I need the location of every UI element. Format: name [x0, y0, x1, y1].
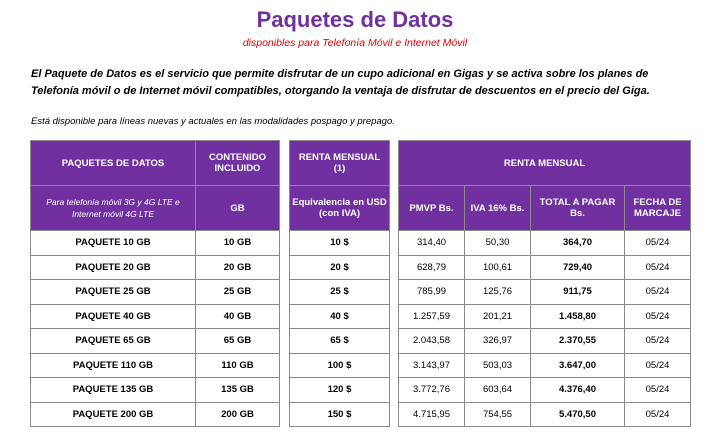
content-gb-cell: 200 GB: [196, 402, 280, 427]
header-contenido: CONTENIDO INCLUIDO: [196, 141, 280, 186]
usd-price-cell: 65 $: [290, 329, 390, 354]
pmvp-cell: 3.143,97: [399, 353, 465, 378]
iva-cell: 503,03: [465, 353, 531, 378]
table-row: [31, 402, 280, 427]
pmvp-cell: 628,79: [399, 255, 465, 280]
fecha-cell: 05/24: [625, 378, 691, 403]
fecha-cell: 05/24: [625, 402, 691, 427]
packages-table: [30, 140, 280, 427]
header-renta-mensual: RENTA MENSUAL: [399, 141, 691, 186]
pmvp-cell: 1.257,59: [399, 304, 465, 329]
total-cell: 5.470,50: [531, 402, 625, 427]
table-row: [31, 353, 280, 378]
content-gb-cell: 65 GB: [196, 329, 280, 354]
fecha-cell: 05/24: [625, 304, 691, 329]
pmvp-cell: 785,99: [399, 280, 465, 305]
content-gb-cell: 10 GB: [196, 231, 280, 256]
fecha-cell: 05/24: [625, 329, 691, 354]
table-row: [290, 402, 390, 427]
pmvp-cell: 2.043,58: [399, 329, 465, 354]
total-cell: 364,70: [531, 231, 625, 256]
header-fecha: FECHA DE MARCAJE: [625, 186, 691, 231]
table-row: [399, 304, 691, 329]
table-row: [31, 304, 280, 329]
bs-table: [398, 140, 691, 427]
usd-price-cell: 40 $: [290, 304, 390, 329]
fecha-cell: 05/24: [625, 353, 691, 378]
iva-cell: 125,76: [465, 280, 531, 305]
table-row: [399, 378, 691, 403]
total-cell: 3.647,00: [531, 353, 625, 378]
usd-price-cell: 120 $: [290, 378, 390, 403]
content-gb-cell: 135 GB: [196, 378, 280, 403]
pmvp-cell: 314,40: [399, 231, 465, 256]
table-row: [399, 353, 691, 378]
header-gb: GB: [196, 186, 280, 231]
pmvp-cell: 4.715,95: [399, 402, 465, 427]
package-name-cell: PAQUETE 10 GB: [31, 231, 196, 256]
package-name-cell: PAQUETE 135 GB: [31, 378, 196, 403]
usd-price-cell: 20 $: [290, 255, 390, 280]
table-row: [290, 329, 390, 354]
usd-price-cell: 150 $: [290, 402, 390, 427]
table-row: [31, 329, 280, 354]
iva-cell: 754,55: [465, 402, 531, 427]
package-name-cell: PAQUETE 40 GB: [31, 304, 196, 329]
table-row: [290, 255, 390, 280]
content-gb-cell: 20 GB: [196, 255, 280, 280]
content-gb-cell: 110 GB: [196, 353, 280, 378]
table-row: [31, 280, 280, 305]
fecha-cell: 05/24: [625, 231, 691, 256]
total-cell: 911,75: [531, 280, 625, 305]
usd-table: [289, 140, 390, 427]
header-paquetes: PAQUETES DE DATOS: [31, 141, 196, 186]
table-row: [290, 378, 390, 403]
table-row: [399, 402, 691, 427]
intro-paragraph: El Paquete de Datos es el servicio que permite disfrutar de un cupo adicional en Gigas y se activa sobre los planes de Telefonía móvil o de Internet móvil compatibles, otorgando la ventaja de disfrutar de descuentos en el precio del Giga.: [31, 68, 650, 97]
availability-note: Está disponible para líneas nuevas y actuales en las modalidades pospago y prepago.: [31, 116, 395, 127]
table-row: [399, 329, 691, 354]
header-equivalencia-usd: Equivalencia en USD (con IVA): [290, 186, 390, 231]
content-gb-cell: 40 GB: [196, 304, 280, 329]
package-name-cell: PAQUETE 25 GB: [31, 280, 196, 305]
fecha-cell: 05/24: [625, 280, 691, 305]
header-para-telefonia: Para telefonía móvil 3G y 4G LTE e Internet móvil 4G LTE: [31, 186, 196, 231]
content-gb-cell: 25 GB: [196, 280, 280, 305]
header-pmvp: PMVP Bs.: [399, 186, 465, 231]
fecha-cell: 05/24: [625, 255, 691, 280]
table-row: [290, 353, 390, 378]
page-title: Paquetes de Datos: [256, 7, 454, 32]
table-row: [31, 255, 280, 280]
pmvp-cell: 3.772,76: [399, 378, 465, 403]
header-renta-usd: RENTA MENSUAL (1): [290, 141, 390, 186]
package-name-cell: PAQUETE 20 GB: [31, 255, 196, 280]
usd-price-cell: 10 $: [290, 231, 390, 256]
table-row: [290, 304, 390, 329]
header-iva: IVA 16% Bs.: [465, 186, 531, 231]
total-cell: 729,40: [531, 255, 625, 280]
total-cell: 2.370,55: [531, 329, 625, 354]
table-row: [31, 378, 280, 403]
table-row: [399, 280, 691, 305]
usd-price-cell: 25 $: [290, 280, 390, 305]
usd-price-cell: 100 $: [290, 353, 390, 378]
package-name-cell: PAQUETE 110 GB: [31, 353, 196, 378]
total-cell: 4.376,40: [531, 378, 625, 403]
iva-cell: 326,97: [465, 329, 531, 354]
page-subtitle: disponibles para Telefonía Móvil e Internet Móvil: [242, 37, 468, 49]
header-total: TOTAL A PAGAR Bs.: [531, 186, 625, 231]
table-row: [290, 280, 390, 305]
package-name-cell: PAQUETE 200 GB: [31, 402, 196, 427]
iva-cell: 201,21: [465, 304, 531, 329]
total-cell: 1.458,80: [531, 304, 625, 329]
table-row: [399, 255, 691, 280]
table-row: [399, 231, 691, 256]
iva-cell: 603,64: [465, 378, 531, 403]
iva-cell: 100,61: [465, 255, 531, 280]
table-row: [290, 231, 390, 256]
iva-cell: 50,30: [465, 231, 531, 256]
package-name-cell: PAQUETE 65 GB: [31, 329, 196, 354]
table-row: [31, 231, 280, 256]
